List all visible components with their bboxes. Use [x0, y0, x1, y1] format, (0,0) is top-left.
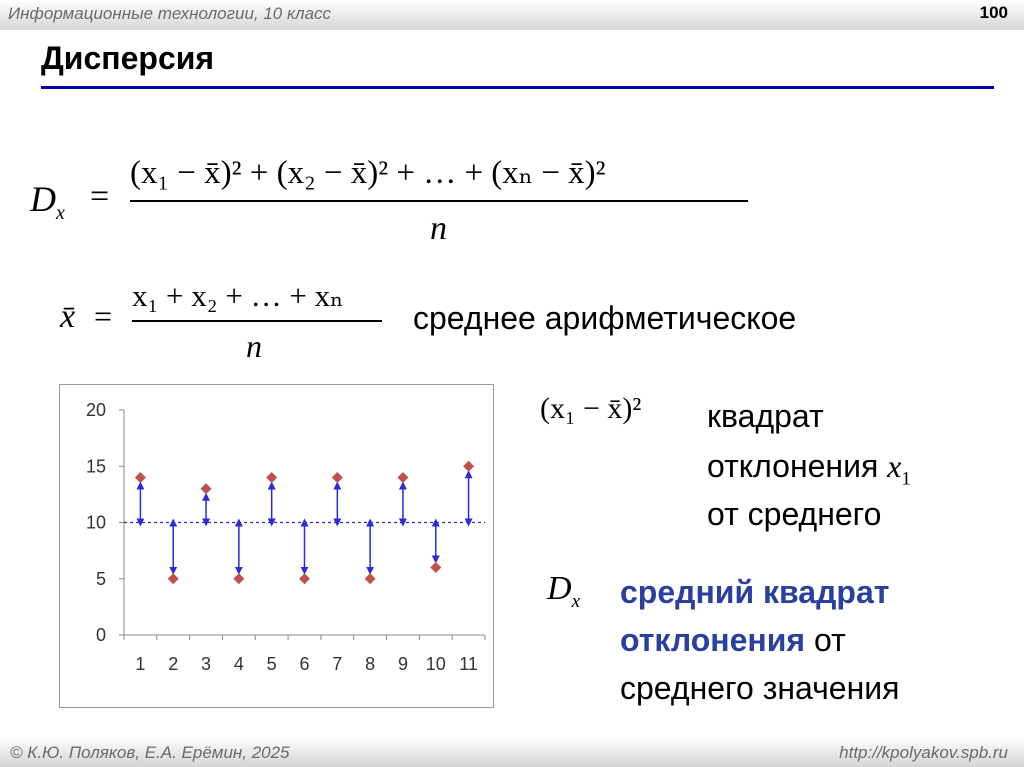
sq-dev-line2-text: отклонения — [707, 448, 879, 484]
x-tick-label: 8 — [365, 654, 376, 674]
data-point — [201, 483, 212, 494]
data-point — [430, 562, 441, 573]
y-tick-label: 10 — [85, 512, 106, 533]
data-point — [299, 573, 310, 584]
x-tick-label: 7 — [332, 654, 343, 674]
course-title: Информационные технологии, 10 класс — [8, 4, 332, 23]
mean-denominator: n — [246, 328, 262, 364]
sq-dev-var-sub: 1 — [901, 468, 911, 490]
site-url: http://kpolyakov.spb.ru — [839, 743, 1008, 762]
y-tick-label: 15 — [85, 456, 106, 477]
sq-dev-expression: (x₁ − x̄)² — [540, 392, 642, 425]
x-tick-label: 4 — [233, 654, 244, 674]
page-number: 100 — [979, 3, 1008, 22]
deviation-chart — [59, 384, 494, 708]
mean-lhs: x̄ — [60, 298, 76, 335]
x-tick-label: 2 — [168, 654, 179, 674]
y-tick-label: 20 — [85, 400, 106, 420]
page-title: Дисперсия — [41, 40, 215, 76]
dx-symbol — [547, 570, 580, 613]
y-tick-label: 5 — [95, 568, 106, 589]
variance-formula — [30, 150, 750, 260]
sq-dev-line3: от среднего — [707, 496, 882, 532]
mean-fraction-bar — [132, 320, 382, 322]
data-point — [365, 573, 376, 584]
x-tick-label: 9 — [397, 654, 408, 674]
copyright: © К.Ю. Поляков, Е.А. Ерёмин, 2025 — [10, 743, 290, 762]
x-tick-label: 11 — [459, 654, 478, 674]
data-point — [233, 573, 244, 584]
dx-symbol-sub: x — [571, 590, 580, 612]
dx-equals: = — [90, 178, 110, 215]
deviation-chart-svg — [60, 385, 493, 707]
mean-sq-line1: средний квадрат — [620, 574, 890, 610]
mean-formula — [60, 278, 400, 373]
data-point — [463, 461, 474, 472]
dx-symbol-letter: D — [547, 570, 572, 607]
data-point — [332, 472, 343, 483]
mean-equals: = — [94, 298, 113, 334]
x-tick-label: 6 — [299, 654, 310, 674]
data-point — [397, 472, 408, 483]
x-tick-label: 10 — [425, 654, 446, 674]
sq-dev-line1: квадрат — [707, 398, 824, 434]
x-tick-label: 1 — [135, 654, 146, 674]
sq-dev-line2 — [707, 448, 911, 490]
mean-sq-line2-rest: от — [805, 622, 846, 658]
dx-lhs-sub: x — [56, 202, 65, 225]
x-tick-label: 5 — [266, 654, 277, 674]
dx-numerator: (x₁ − x̄)² + (x₂ − x̄)² + … + (xₙ − x̄)² — [130, 155, 606, 191]
mean-caption: среднее арифметическое — [413, 300, 797, 336]
footer-bar — [0, 737, 1024, 767]
dx-fraction-bar — [130, 200, 748, 202]
data-point — [266, 472, 277, 483]
header-bar — [0, 0, 1024, 30]
data-point — [135, 472, 146, 483]
mean-numerator: x₁ + x₂ + … + xₙ — [132, 278, 344, 313]
mean-sq-line2-bold: отклонения — [620, 622, 806, 658]
dx-lhs: D — [30, 179, 56, 219]
sq-dev-var: x — [887, 448, 902, 484]
title-rule — [41, 86, 994, 89]
y-tick-label: 0 — [95, 625, 106, 645]
data-point — [168, 573, 179, 584]
dx-denominator: n — [430, 210, 447, 247]
x-tick-label: 3 — [201, 654, 212, 674]
mean-sq-line3: среднего значения — [620, 670, 900, 706]
mean-sq-line2 — [620, 622, 846, 659]
